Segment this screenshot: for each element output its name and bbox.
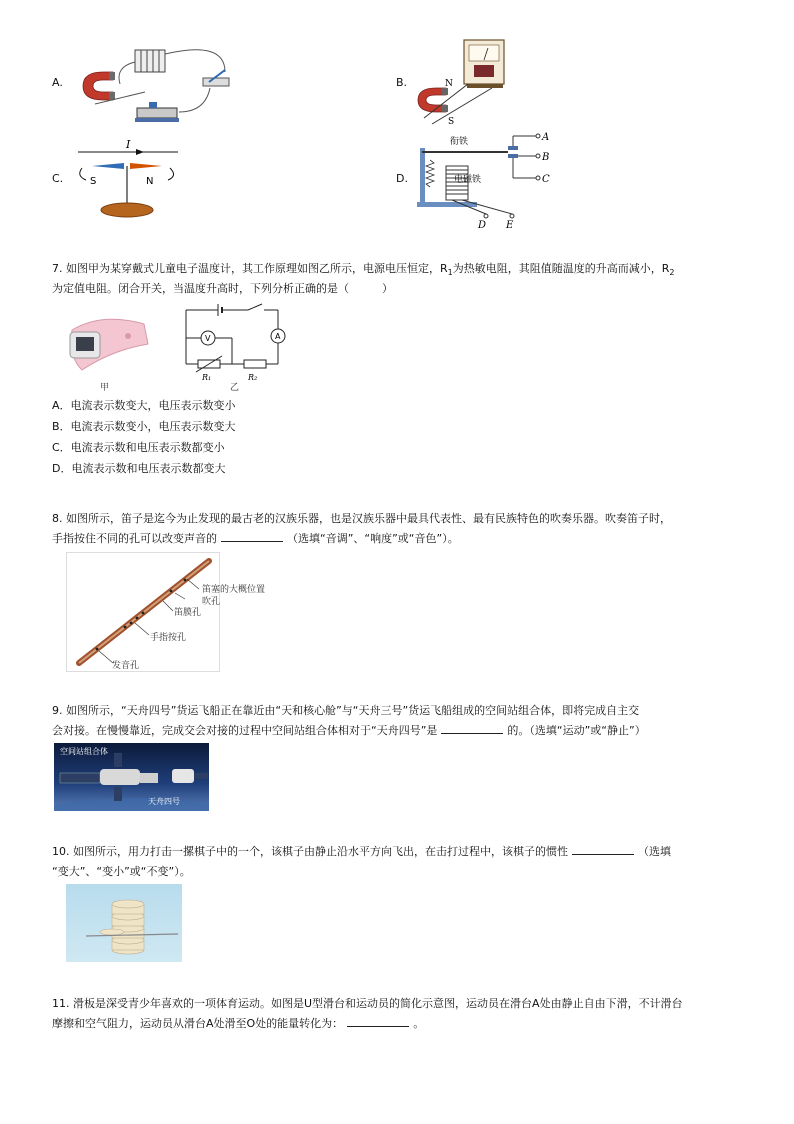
fig-d-electromagnet: 电磁铁: [454, 175, 482, 185]
q11-stem-line2: 摩擦和空气阻力，运动员从滑台A处滑至O处的能量转化为： 。: [52, 1017, 425, 1030]
q7-figure-jia-watch: [62, 310, 152, 380]
q11-answer-blank[interactable]: [347, 1016, 409, 1027]
q7-option-b[interactable]: B．电流表示数变小，电压表示数变大: [52, 420, 236, 433]
q8-stem-line2: 手指按住不同的孔可以改变声音的 （选填“音调”、“响度”或“音色”）。: [52, 532, 459, 545]
q7-option-a[interactable]: A．电流表示数变大，电压表示数变小: [52, 399, 236, 412]
q7-voltmeter-label: V: [205, 334, 211, 343]
fig-d-a: A: [542, 132, 550, 143]
q6-option-b-figure: [412, 38, 522, 130]
q9-label-station: 空间站组合体: [60, 747, 108, 756]
q8-label-finger-holes: 手指按孔: [150, 633, 187, 643]
q7-r2-label: R₂: [248, 373, 258, 382]
q7-ammeter-label: A: [275, 332, 281, 341]
q8-label-sound-hole: 发音孔: [112, 661, 140, 671]
q8-label-stopper: 笛塞的大概位置: [202, 585, 266, 595]
q7-stem-line1: 7. 如图甲为某穿戴式儿童电子温度计，其工作原理如图乙所示，电源电压恒定，$R_1$为热敏电阻，其阻值随温度的升高而减小，$R_2$: [52, 262, 675, 278]
q6-option-b-label[interactable]: B.: [396, 76, 408, 89]
q7-option-c[interactable]: C．电流表示数和电压表示数都变小: [52, 441, 225, 454]
q6-option-d-figure: [412, 130, 562, 230]
chess-stack-illustration: [66, 884, 182, 962]
q7-figure-jia-label: 甲: [100, 383, 110, 393]
q8-stem-line1: 8. 如图所示，笛子是迄今为止发现的最古老的汉族乐器，也是汉族乐器中最具代表性、最有民族特色的吹奏乐器。吹奏笛子时，: [52, 512, 671, 525]
fig-b-s: S: [448, 117, 455, 127]
q11-stem-line1: 11. 滑板是深受青少年喜欢的一项体育运动。如图是U型滑台和运动员的简化示意图，运动员在滑台A处由静止自由下滑，不计滑台: [52, 997, 683, 1010]
q8-answer-blank[interactable]: [221, 531, 283, 542]
q6-option-a-label[interactable]: A.: [52, 76, 63, 89]
fig-b-n: N: [445, 79, 453, 89]
q6-option-c-figure: [72, 138, 184, 220]
q9-stem-line2: 会对接。在慢慢靠近，完成交会对接的过程中空间站组合体相对于“天舟四号”是 的。（选填“运动”或“静止”）: [52, 724, 646, 737]
fig-d-c: C: [542, 174, 550, 185]
q10-answer-blank[interactable]: [572, 844, 634, 855]
q7-option-d[interactable]: D．电流表示数和电压表示数都变大: [52, 462, 226, 475]
q6-option-a-figure: [75, 42, 235, 132]
fig-d-armature: 衔铁: [450, 137, 469, 147]
q8-label-blow-hole: 吹孔: [202, 597, 221, 607]
fig-d-d: D: [478, 220, 487, 230]
fig-c-s: S: [90, 176, 97, 187]
q8-label-membrane-hole: 笛膜孔: [174, 608, 202, 618]
q7-figure-yi-label: 乙: [230, 383, 240, 393]
q7-stem-line2: 为定值电阻。闭合开关，当温度升高时，下列分析正确的是（ ）: [52, 282, 393, 295]
fig-c-n: N: [146, 176, 154, 187]
q6-option-c-label[interactable]: C.: [52, 172, 64, 185]
q9-stem-line1: 9. 如图所示，“天舟四号”货运飞船正在靠近由“天和核心舱”与“天舟三号”货运飞船组成的空间站组合体，即将完成自主交: [52, 704, 640, 717]
q9-label-tianzhou4: 天舟四号: [148, 797, 180, 806]
q10-stem-line2: “变大”、“变小”或“不变”）。: [52, 865, 191, 878]
q10-chess-stack-image: [66, 884, 182, 962]
q9-answer-blank[interactable]: [441, 723, 503, 734]
fig-c-current: I: [126, 138, 131, 151]
q10-stem-line1: 10. 如图所示，用力打击一摞棋子中的一个，该棋子由静止沿水平方向飞出，在击打过程中，该棋子的惯性 （选填: [52, 845, 671, 858]
fig-d-e: E: [506, 220, 514, 230]
q6-option-d-label[interactable]: D.: [396, 172, 408, 185]
q7-r1-label: R₁: [202, 373, 212, 382]
fig-d-b: B: [542, 152, 550, 163]
q7-figure-yi-circuit: [178, 302, 288, 384]
